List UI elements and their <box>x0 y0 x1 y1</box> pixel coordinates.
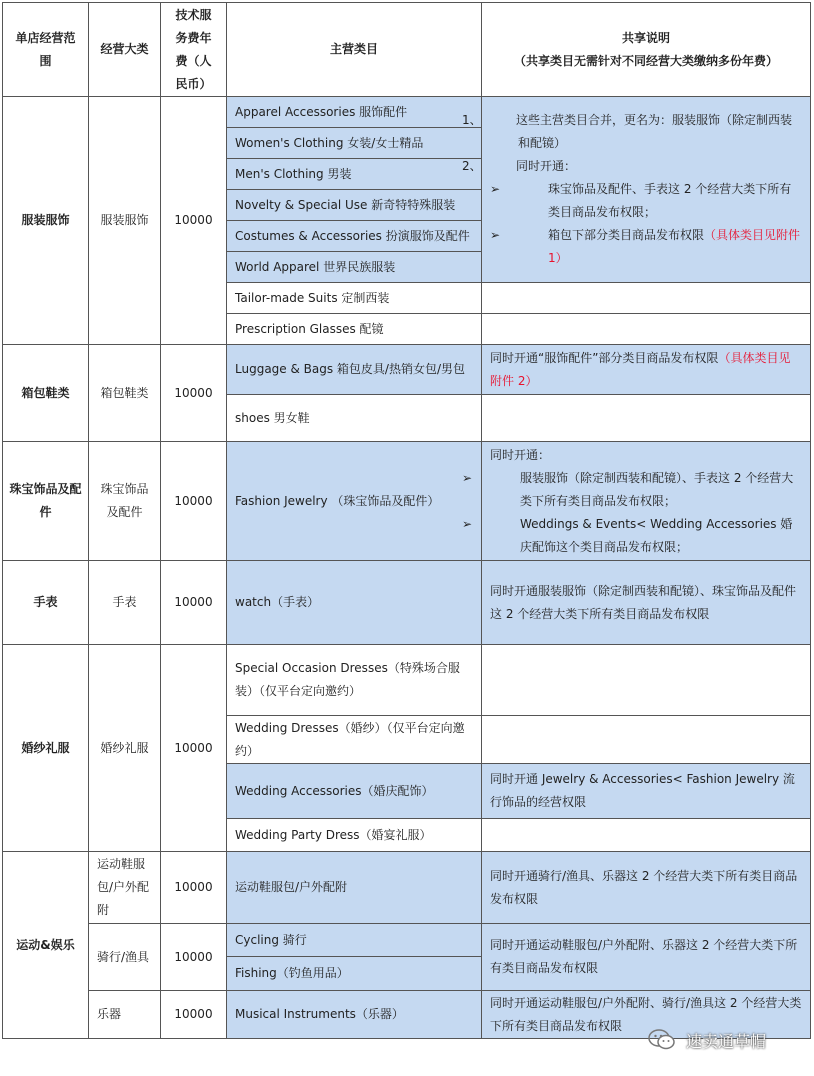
shared-note-subtitle: （共享类目无需针对不同经营大类缴纳多份年费） <box>513 53 778 68</box>
category-cell: 箱包鞋类 <box>89 345 161 442</box>
shared-note-cell: 同时开通运动鞋服包/户外配附、骑行/渔具这 2 个经营大类下所有类目商品发布权限 <box>482 991 811 1039</box>
shared-note-cell <box>482 283 811 314</box>
main-category-item: Cycling 骑行 <box>227 924 482 957</box>
category-cell: 骑行/渔具 <box>89 924 161 991</box>
fee-cell: 10000 <box>161 561 227 645</box>
fee-cell: 10000 <box>161 991 227 1039</box>
fee-cell: 10000 <box>161 442 227 561</box>
main-category-item: Tailor-made Suits 定制西装 <box>227 283 482 314</box>
category-cell: 珠宝饰品及配件 <box>89 442 161 561</box>
header-fee: 技术服务费年费（人民币） <box>161 3 227 97</box>
note-number: 2、 <box>462 159 482 173</box>
header-category: 经营大类 <box>89 3 161 97</box>
scope-cell: 箱包鞋类 <box>3 345 89 442</box>
main-category-item: Wedding Accessories（婚庆配饰） <box>227 764 482 819</box>
fee-cell: 10000 <box>161 345 227 442</box>
main-category-item: Novelty & Special Use 新奇特特殊服装 <box>227 190 482 221</box>
note-text: Weddings & Events< Wedding Accessories 婚庆配饰这个类目商品发布权限； <box>520 516 793 554</box>
category-fee-table <box>2 2 811 1039</box>
shared-note-cell <box>482 716 811 764</box>
table-row <box>3 442 811 561</box>
main-category-item: Costumes & Accessories 扮演服饰及配件 <box>227 221 482 252</box>
fee-cell: 10000 <box>161 645 227 852</box>
main-category-item: shoes 男女鞋 <box>227 395 482 442</box>
main-category-item: Prescription Glasses 配镜 <box>227 314 482 345</box>
shared-note-cell <box>482 395 811 442</box>
main-category-item: Men's Clothing 男装 <box>227 159 482 190</box>
category-cell: 服装服饰 <box>89 97 161 345</box>
header-main-category: 主营类目 <box>227 3 482 97</box>
main-category-item: Apparel Accessories 服饰配件 <box>227 97 482 128</box>
arrow-bullet-icon: ➢ <box>462 516 473 531</box>
watermark <box>648 1027 766 1053</box>
shared-note-cell: 同时开通服装服饰（除定制西装和配镜）、珠宝饰品及配件这 2 个经营大类下所有类目商品发布权限 <box>482 561 811 645</box>
main-category-item: Fishing（钓鱼用品） <box>227 957 482 991</box>
watermark-text: 速卖通草帽 <box>686 1031 767 1051</box>
main-category-item: World Apparel 世界民族服装 <box>227 252 482 283</box>
table-row <box>3 924 811 957</box>
main-category-item: 运动鞋服包/户外配附 <box>227 852 482 924</box>
arrow-bullet-icon: ➢ <box>462 470 473 485</box>
table-row <box>3 852 811 924</box>
fee-cell: 10000 <box>161 852 227 924</box>
arrow-bullet-icon: ➢ <box>490 182 501 196</box>
table-row <box>3 97 811 128</box>
scope-cell: 珠宝饰品及配件 <box>3 442 89 561</box>
main-category-item: Luggage & Bags 箱包皮具/热销女包/男包 <box>227 345 482 395</box>
category-cell: 乐器 <box>89 991 161 1039</box>
shared-note-cell <box>462 97 811 283</box>
note-text: 同时开通： <box>516 159 577 173</box>
category-cell: 手表 <box>89 561 161 645</box>
table-row <box>3 345 811 395</box>
main-category-item: Musical Instruments（乐器） <box>227 991 482 1039</box>
note-text: 同时开通“服饰配件”部分类目商品发布权限 <box>490 350 719 365</box>
shared-note-cell <box>482 645 811 716</box>
note-text: 服装服饰（除定制西装和配镜）、手表这 2 个经营大类下所有类目商品发布权限； <box>520 470 794 508</box>
note-red-text: （具体类目见附件 1） <box>548 228 801 265</box>
fee-cell: 10000 <box>161 924 227 991</box>
scope-cell: 服装服饰 <box>3 97 89 345</box>
shared-note-cell: 同时开通 Jewelry & Accessories< Fashion Jewelry 流行饰品的经营权限 <box>482 764 811 819</box>
main-category-item: Women's Clothing 女装/女士精品 <box>227 128 482 159</box>
category-cell: 婚纱礼服 <box>89 645 161 852</box>
note-text: 珠宝饰品及配件、手表这 2 个经营大类下所有类目商品发布权限； <box>548 182 792 219</box>
note-text: 箱包下部分类目商品发布权限 <box>548 228 705 242</box>
arrow-bullet-icon: ➢ <box>490 228 501 242</box>
table-row <box>3 561 811 645</box>
note-text: 同时开通： <box>490 447 551 462</box>
category-cell: 运动鞋服包/户外配附 <box>89 852 161 924</box>
note-red-text: （具体类目见附件 2） <box>490 350 791 388</box>
scope-cell: 运动&娱乐 <box>3 852 89 1039</box>
main-category-item: Wedding Dresses（婚纱）（仅平台定向邀约） <box>227 716 482 764</box>
shared-note-cell: 同时开通骑行/渔具、乐器这 2 个经营大类下所有类目商品发布权限 <box>482 852 811 924</box>
scope-cell: 婚纱礼服 <box>3 645 89 852</box>
shared-note-title: 共享说明 <box>621 30 670 45</box>
header-row <box>3 3 811 97</box>
shared-note-cell <box>482 345 811 395</box>
header-shared-note <box>482 3 811 97</box>
note-text: 这些主营类目合并，更名为：服装服饰（除定制西装和配镜） <box>516 113 793 150</box>
main-category-item: Special Occasion Dresses（特殊场合服装）（仅平台定向邀约） <box>227 645 482 716</box>
note-number: 1、 <box>462 113 482 127</box>
fee-cell: 10000 <box>161 97 227 345</box>
wechat-icon <box>648 1029 676 1051</box>
shared-note-cell <box>482 819 811 852</box>
shared-note-cell <box>482 314 811 345</box>
main-category-item: Wedding Party Dress（婚宴礼服） <box>227 819 482 852</box>
shared-note-cell: 同时开通运动鞋服包/户外配附、乐器这 2 个经营大类下所有类目商品发布权限 <box>482 924 811 991</box>
header-scope: 单店经营范围 <box>3 3 89 97</box>
scope-cell: 手表 <box>3 561 89 645</box>
shared-note-cell <box>462 442 811 561</box>
main-category-item: Fashion Jewelry （珠宝饰品及配件） <box>227 442 482 561</box>
main-category-item: watch（手表） <box>227 561 482 645</box>
table-row <box>3 645 811 716</box>
